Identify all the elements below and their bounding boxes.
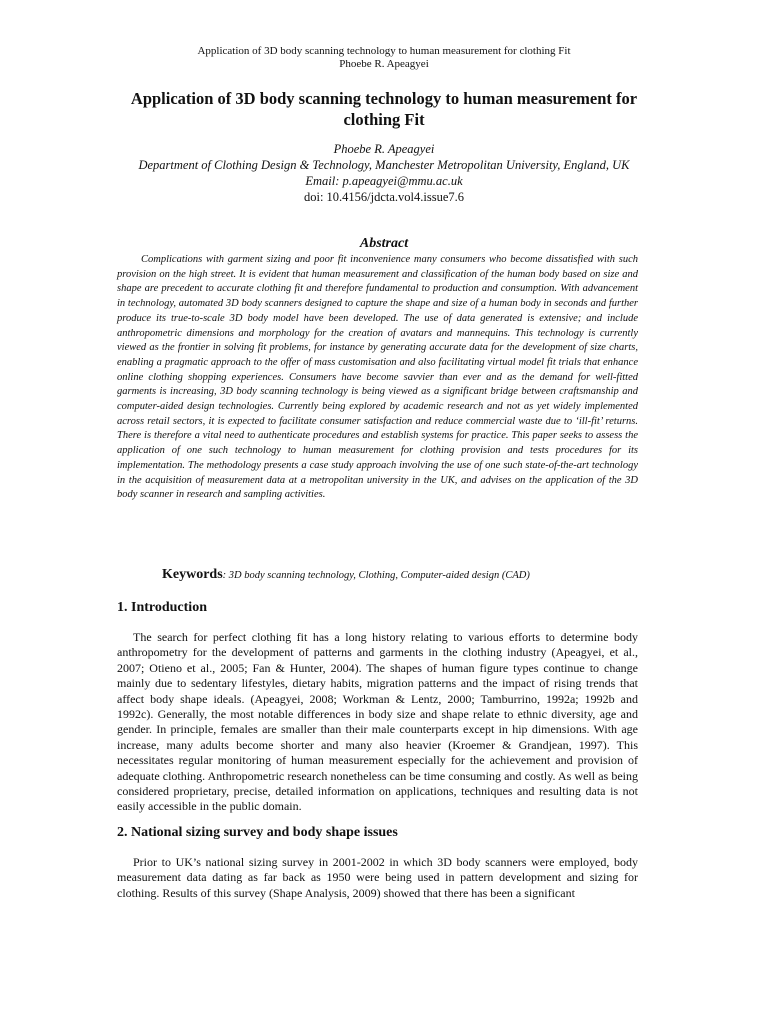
paper-title: Application of 3D body scanning technology to human measurement for clothing Fit — [130, 89, 638, 129]
keywords-line — [162, 567, 662, 584]
section-heading-introduction: 1. Introduction — [117, 600, 207, 615]
abstract-text: Complications with garment sizing and poor fit inconvenience many consumers who become dissatisfied with such provision on the high street. It is evident that human measurement and classification of the human body based on size and shape are precedent to accurate clothing fit and therefore fundamental to production and consumption. With advancement in technology, automated 3D body scanners designed to capture the shape and size of a human body in seconds and further produce its true-to-scale 3D body model have been developed. The use of data generated is extensive; and include anthropometric dimensions and morphology for the creation of avatars and mannequins. This technology is currently viewed as the frontier in solving fit problems, for instance by generating accurate data for the development of size charts, enabling a pragmatic approach to the offer of mass customisation and also facilitating virtual model fit trials that enhance online clothing shopping experiences. Consumers have become savvier than ever and as the demand for well-fitted garments is increasing, 3D body scanning technology is being viewed as a significant bridge between craftsmanship and computer-aided design technologies. Currently being explored by academic research and not as yet widely implemented across retail sectors, it is expected to facilitate consumer satisfaction and reduce commercial waste due to ‘ill-fit’ returns. There is therefore a vital need to authenticate procedures and establish systems for practice. This paper seeks to assess the application of one such technology to human measurement for clothing provision and tests procedures for its implementation. The methodology presents a case study approach involving the use of one such state-of-the-art technology in the acquisition of measurement data at a metropolitan university in the UK, and advises on the application of the 3D body scanner in research and sampling activities. — [117, 254, 638, 501]
keywords-label: Keywords — [162, 567, 223, 582]
running-head-author: Phoebe R. Apeagyei — [339, 58, 429, 70]
running-head — [0, 45, 768, 71]
keywords-text: : 3D body scanning technology, Clothing, Computer-aided design (CAD) — [222, 570, 530, 581]
author-affiliation: Department of Clothing Design & Technology, Manchester Metropolitan University, England, UK — [138, 158, 630, 172]
running-head-title: Application of 3D body scanning technology to human measurement for clothing Fit — [197, 45, 571, 57]
section-text-introduction: The search for perfect clothing fit has a long history relating to various efforts to determine body anthropometry for the development of patterns and garments in the clothing industry (Apeagyei, et al., 2007; Otieno et al., 2005; Fan & Hunter, 2004). The shapes of human figure types continue to change mainly due to sedentary lifestyles, dietary habits, migration patterns and the impact of rising trends that affect body shape ideals. (Apeagyei, 2008; Workman & Lentz, 2000; Tamburrino, 1992a; 1992b and 1992c). Generally, the most notable differences in body size and shape relate to ethnic diversity, age and gender. In principle, females are smaller than their male counterparts except in hip dimensions. With age increase, many adults become shorter and many also heavier (Kroemer & Grandjean, 1997). This necessitates regular monitoring of human measurement especially for the achievement and provision of adequate clothing. Anthropometric research nonetheless can be time consuming and costly. As well as being considered proprietary, precise, detailed information on applications, techniques and resulting data is not easily accessible in the public domain. — [117, 630, 638, 814]
author-block — [110, 141, 658, 205]
abstract-heading: Abstract — [359, 236, 409, 251]
section-text-sizing-survey: Prior to UK’s national sizing survey in 2001-2002 in which 3D body scanners were employed, body measurement data dating as far back as 1950 were being used in pattern development and sizing for clothing. Results of this survey (Shape Analysis, 2009) showed that there has been a significant — [117, 855, 638, 900]
paper-doi: doi: 10.4156/jdcta.vol4.issue7.6 — [303, 190, 465, 204]
author-email: Email: p.apeagyei@mmu.ac.uk — [305, 174, 463, 188]
section-heading-sizing-survey: 2. National sizing survey and body shape issues — [117, 825, 398, 840]
author-name: Phoebe R. Apeagyei — [333, 142, 435, 156]
